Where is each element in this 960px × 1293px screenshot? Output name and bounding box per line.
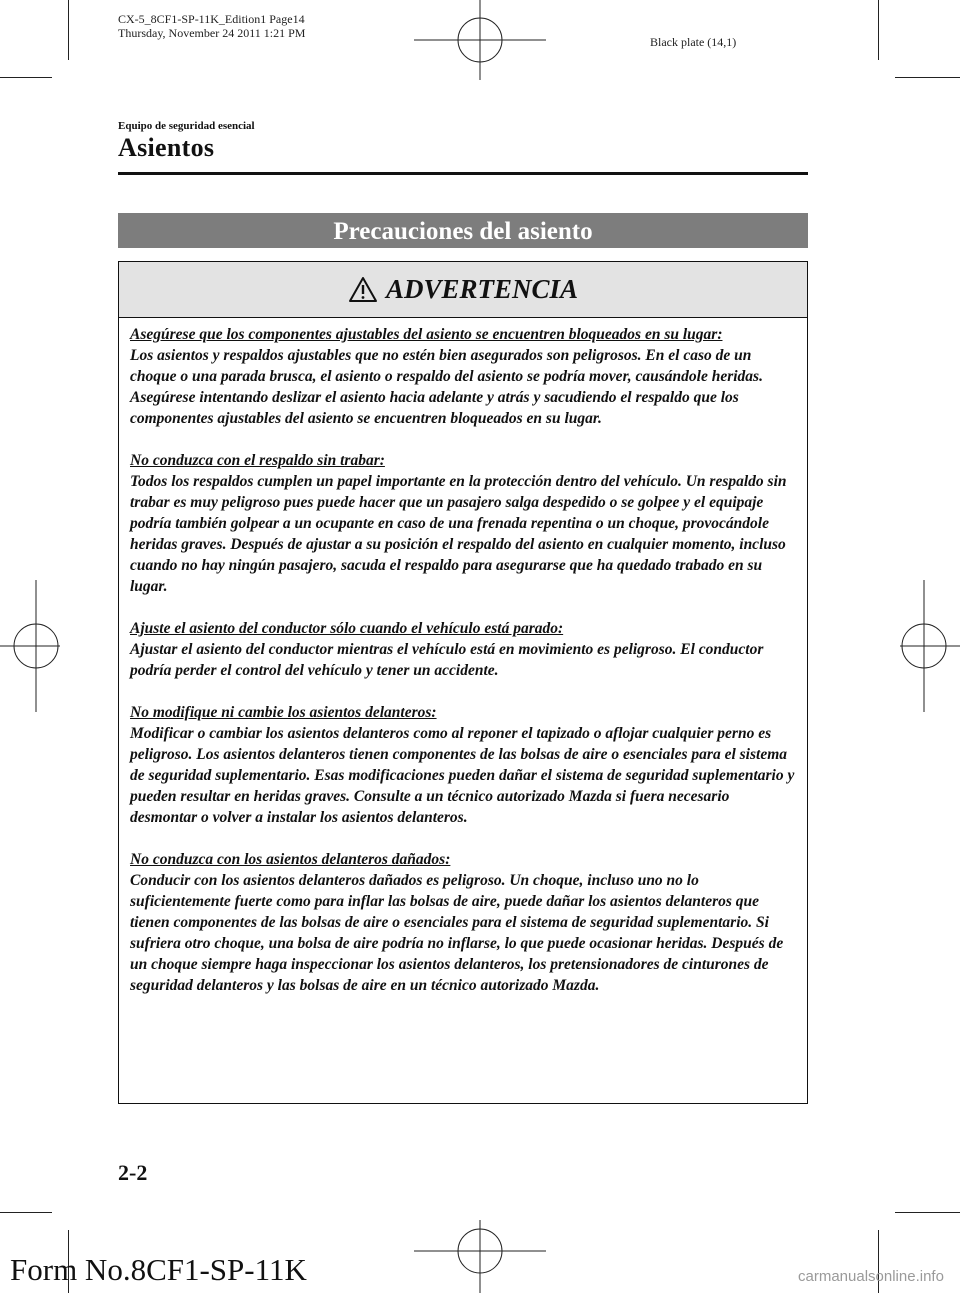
warning-paragraph-text: Los asientos y respaldos ajustables que no estén bien asegurados son peligrosos. En el caso de un choque o una parada brusca, el asiento o respaldo del asiento se podría mover, causándole heridas. Asegúrese intentando deslizar el asiento hacia adelante y atrás y sacudiendo el respaldo que los componentes ajustables del asiento se encuentren bloqueados en su lugar. [130, 347, 763, 427]
file-line: CX-5_8CF1-SP-11K_Edition1 Page14 [118, 12, 305, 26]
plate-label: Black plate (14,1) [650, 35, 737, 49]
registration-mark-right [900, 580, 960, 712]
warning-paragraph-text: Modificar o cambiar los asientos delanteros como al reponer el tapizado o aflojar cualquier perno es peligroso. Los asientos delanteros tienen componentes de las bolsas de aire o esenciales para el sistema de seguridad suplementario. Esas modificaciones pueden dañar el sistema de seguridad suplementario y pueden resultar en heridas graves. Consulte a un técnico autorizado Mazda si fuera necesario desmontar o volver a instalar los asientos delanteros. [130, 725, 795, 826]
warning-body [130, 324, 800, 996]
crop-mark [0, 1212, 52, 1213]
warning-paragraph-text: Conducir con los asientos delanteros dañados es peligroso. Un choque, incluso uno no lo suficientemente fuerte como para inflar las bolsas de aire, puede dañar los asientos delanteros que tienen componentes de las bolsas de aire o esenciales para el sistema de seguridad suplementario. Si sufriera otro choque, una bolsa de aire podría no inflarse, lo que puede ocasionar heridas. Después de un choque siempre haga inspeccionar los asientos delanteros, los pretensionadores de cinturones de seguridad delanteros y las bolsas de aire en un técnico autorizado Mazda. [130, 872, 784, 994]
warning-paragraph [130, 324, 800, 429]
registration-mark-bottom [414, 1220, 546, 1293]
crop-mark [895, 77, 960, 78]
warning-paragraph-heading: Asegúrese que los componentes ajustables del asiento se encuentren bloqueados en su lugar: [130, 326, 723, 343]
warning-paragraph-text: Ajustar el asiento del conductor mientras el vehículo está en movimiento es peligroso. El conductor podría perder el control del vehículo y tener un accidente. [130, 641, 764, 679]
section-small-heading: Equipo de seguridad esencial [118, 120, 255, 132]
warning-title: ADVERTENCIA [385, 274, 579, 304]
warning-paragraph-heading: No modifique ni cambie los asientos delanteros: [130, 704, 437, 721]
warning-box [118, 261, 808, 1104]
form-number: Form No.8CF1-SP-11K [10, 1252, 307, 1287]
registration-mark-left [0, 580, 60, 712]
page-title: Asientos [118, 133, 215, 162]
date-line: Thursday, November 24 2011 1:21 PM [118, 26, 306, 40]
warning-paragraph-heading: Ajuste el asiento del conductor sólo cuando el vehículo está parado: [130, 620, 564, 637]
crop-mark [68, 0, 69, 60]
warning-paragraph [130, 849, 800, 996]
crop-mark [895, 1212, 960, 1213]
warning-paragraph-heading: No conduzca con los asientos delanteros dañados: [130, 851, 451, 868]
crop-mark [0, 77, 52, 78]
warning-paragraph [130, 450, 800, 597]
page-number: 2-2 [118, 1160, 148, 1185]
subsection-banner: Precauciones del asiento [118, 213, 808, 248]
warning-header [119, 262, 807, 318]
watermark: carmanualsonline.info [798, 1268, 944, 1285]
print-info [118, 12, 305, 40]
title-divider [118, 172, 808, 175]
warning-paragraph-heading: No conduzca con el respaldo sin trabar: [130, 452, 385, 469]
warning-paragraph [130, 618, 800, 681]
warning-triangle-icon [348, 276, 378, 303]
warning-paragraph [130, 702, 800, 828]
registration-mark-top [414, 0, 546, 80]
crop-mark [878, 0, 879, 60]
warning-paragraph-text: Todos los respaldos cumplen un papel importante en la protección dentro del vehículo. Un respaldo sin trabar es muy peligroso pues puede hacer que un pasajero salga despedido o se golpee y el equipaje podría también golpear a un ocupante en caso de una frenada repentina o un choque, provocándole heridas graves. Después de ajustar a su posición el respaldo del asiento en cualquier momento, incluso cuando no hay ningún pasajero, sacuda el respaldo para asegurarse que ha quedado trabado en su lugar. [130, 473, 787, 595]
